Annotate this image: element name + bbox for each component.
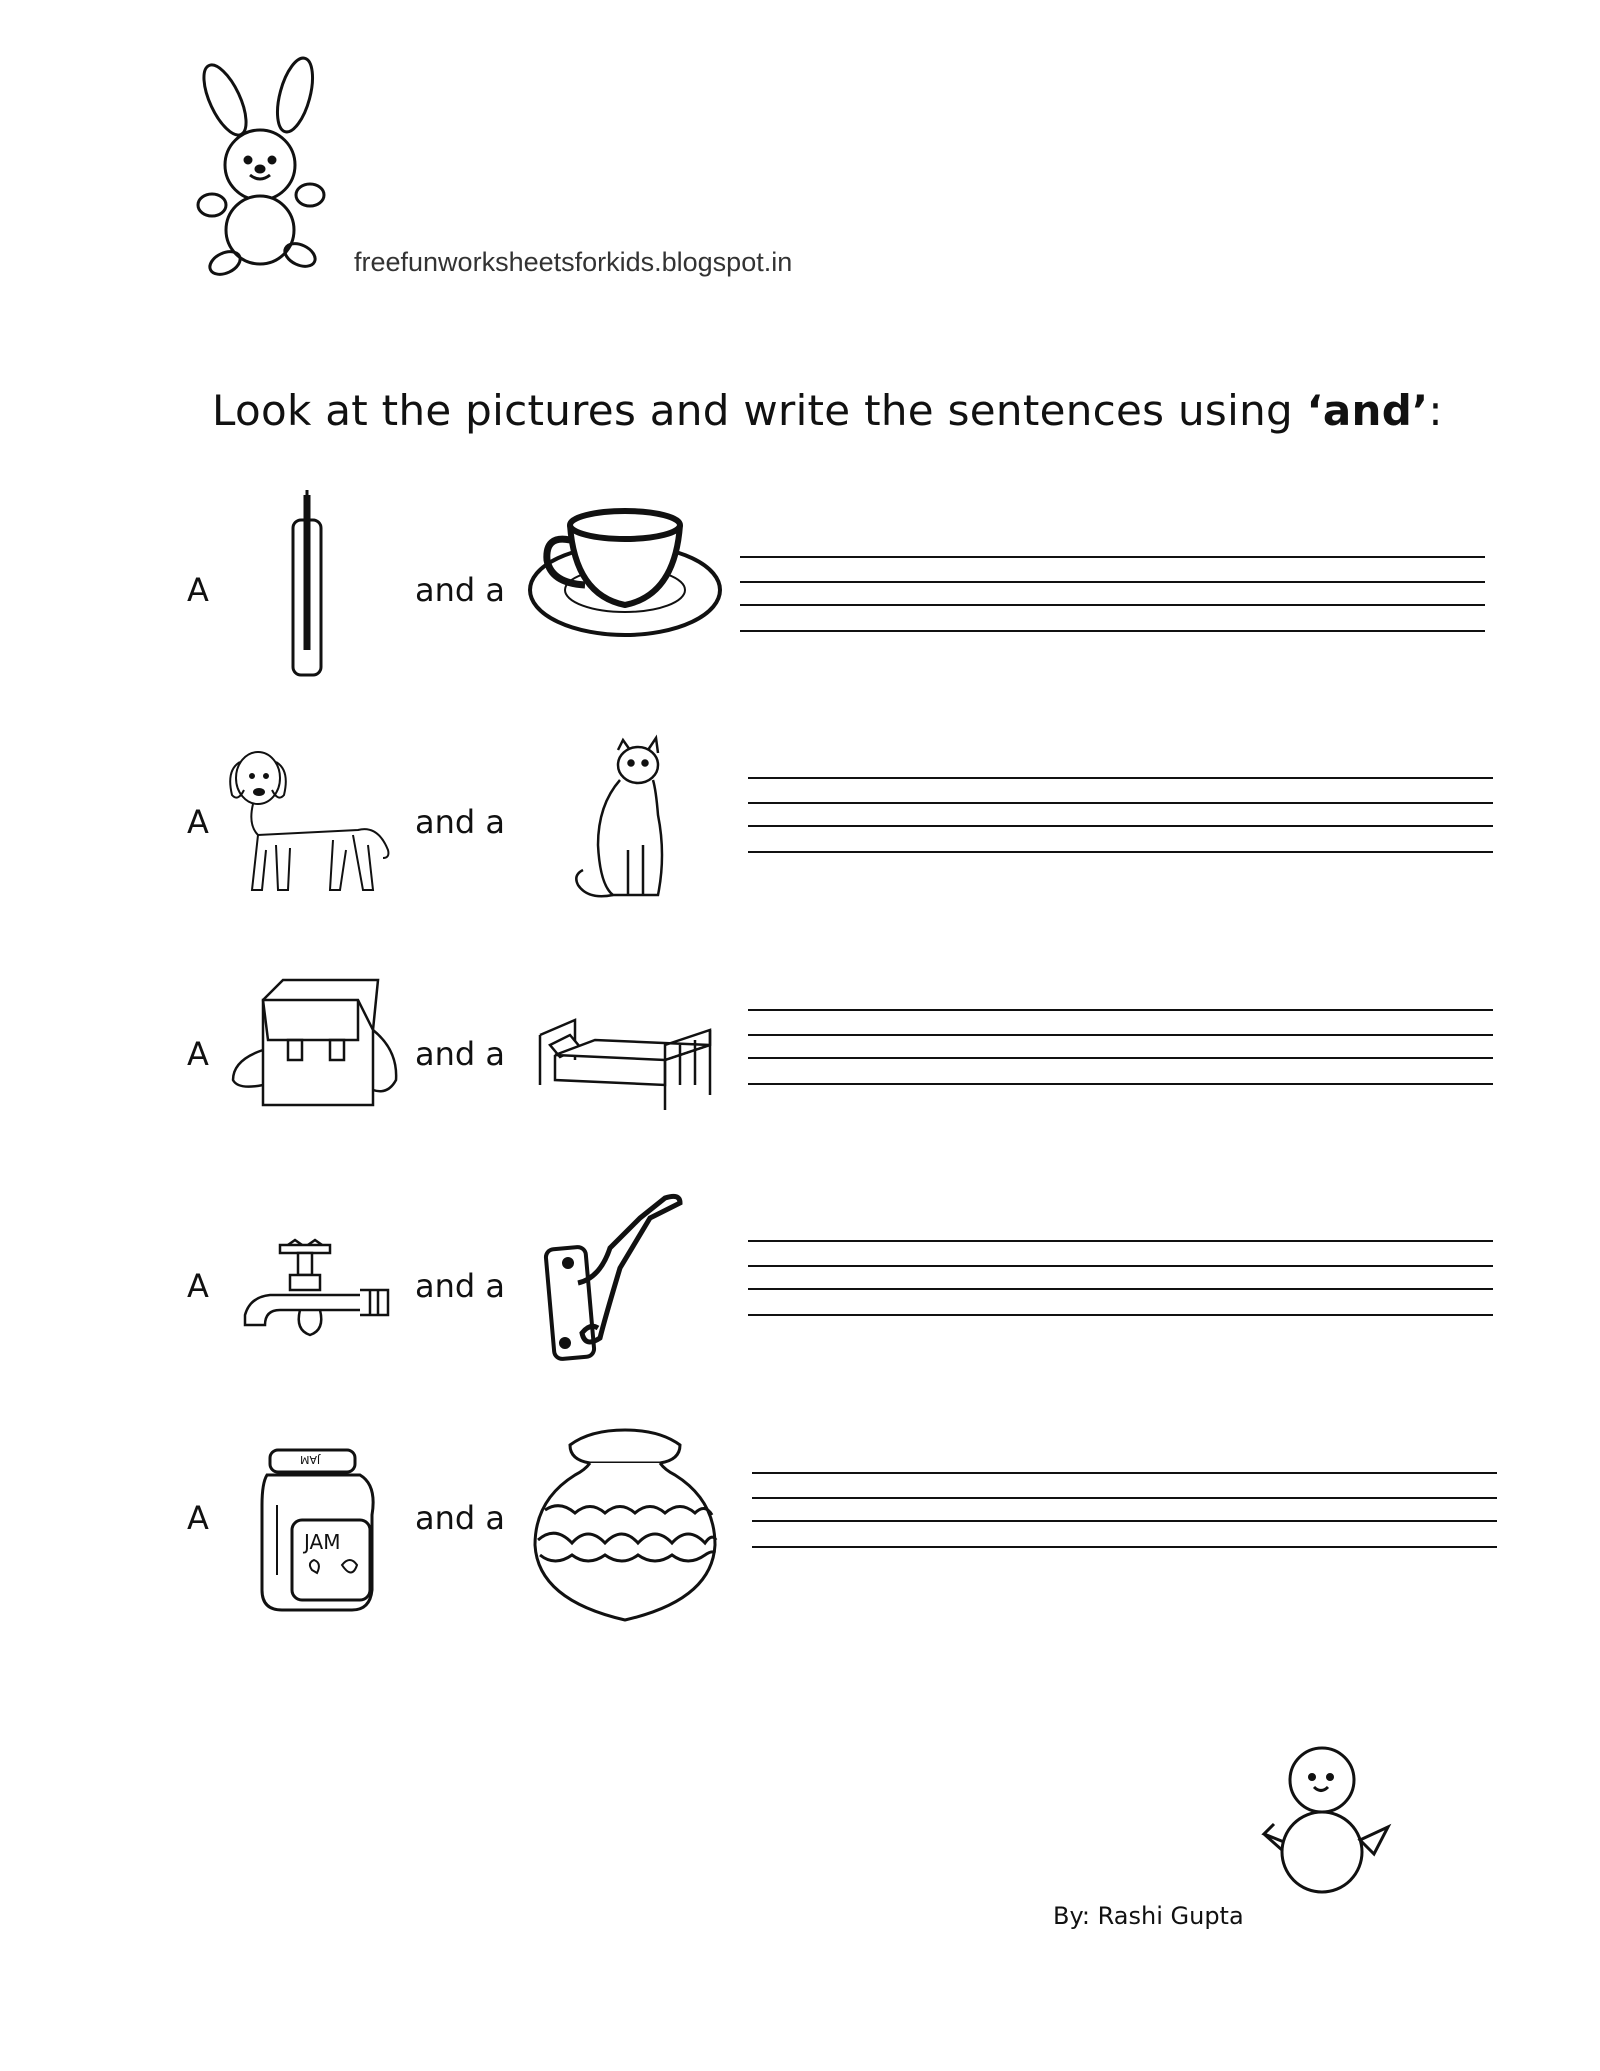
bag-icon	[228, 970, 398, 1110]
writing-lines[interactable]	[748, 1009, 1493, 1089]
article-label: A	[187, 1035, 209, 1073]
cup-and-saucer-icon	[525, 505, 725, 645]
cat-icon	[568, 735, 678, 905]
instruction-keyword: ‘and’	[1306, 386, 1429, 435]
connector-label: and a	[415, 1035, 505, 1073]
connector-label: and a	[415, 1499, 505, 1537]
article-label: A	[187, 571, 209, 609]
instruction-suffix: :	[1428, 386, 1443, 435]
writing-lines[interactable]	[748, 777, 1493, 857]
writing-lines[interactable]	[752, 1472, 1497, 1552]
bunny-icon	[190, 55, 350, 275]
jar-lid-label: JAM	[300, 1453, 321, 1466]
chick-icon	[1262, 1742, 1392, 1897]
connector-label: and a	[415, 571, 505, 609]
connector-label: and a	[415, 803, 505, 841]
writing-lines[interactable]	[740, 556, 1485, 636]
article-label: A	[187, 803, 209, 841]
bed-icon	[535, 1015, 715, 1115]
pot-icon	[530, 1425, 720, 1625]
article-label: A	[187, 1267, 209, 1305]
jam-jar-icon	[252, 1445, 382, 1615]
dog-icon	[218, 740, 398, 900]
tap-icon	[240, 1235, 390, 1345]
instruction-prefix: Look at the pictures and write the sentences using	[212, 386, 1307, 435]
jar-label: JAM	[304, 1530, 341, 1554]
pencil-icon	[283, 490, 333, 690]
author-credit: By: Rashi Gupta	[1053, 1902, 1244, 1930]
article-label: A	[187, 1499, 209, 1537]
page-title	[212, 386, 1443, 435]
website-url: freefunworksheetsforkids.blogspot.in	[354, 247, 793, 277]
hook-icon	[540, 1188, 690, 1368]
writing-lines[interactable]	[748, 1240, 1493, 1320]
connector-label: and a	[415, 1267, 505, 1305]
